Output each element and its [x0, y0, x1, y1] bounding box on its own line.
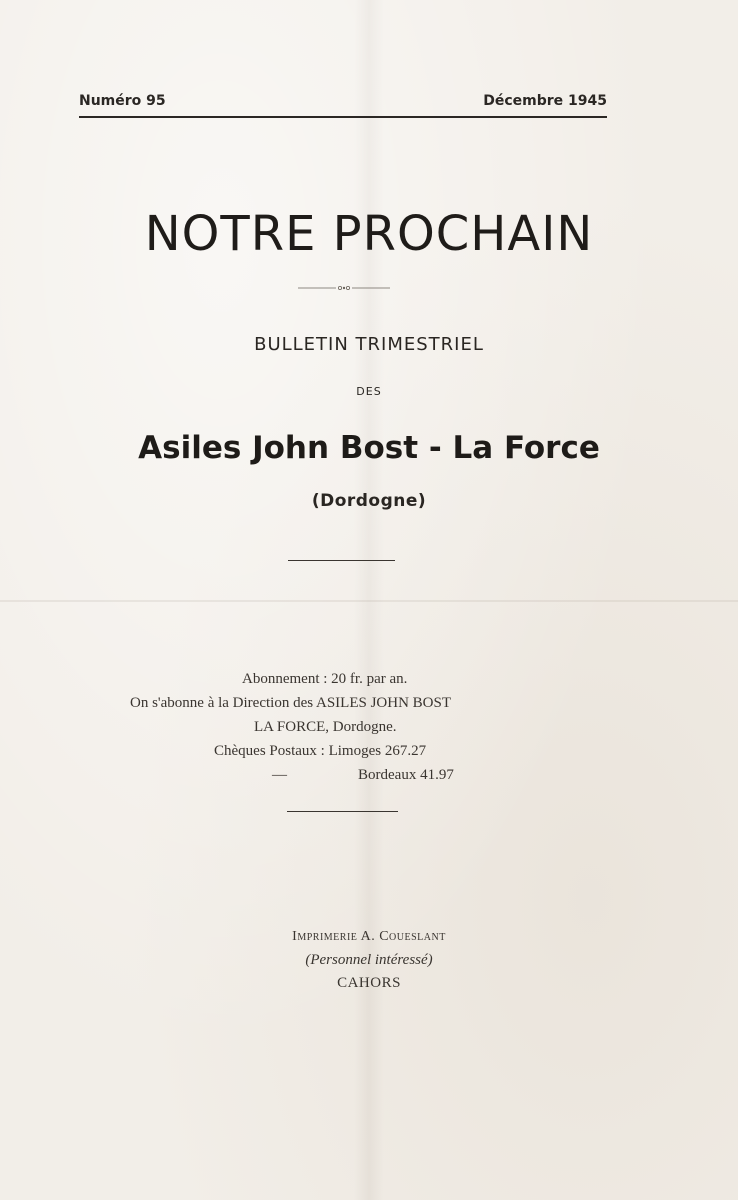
- subscription-line-price: Abonnement : 20 fr. par an.: [242, 671, 408, 687]
- region-label: (Dordogne): [311, 491, 427, 511]
- subscription-line-direction: On s'abonne à la Direction des ASILES JOHN BOST: [130, 695, 451, 711]
- section-rule-top: [288, 560, 395, 561]
- bulletin-subtitle: BULLETIN TRIMESTRIEL: [254, 334, 484, 355]
- subscription-dash: —: [272, 767, 287, 783]
- bulletin-title: NOTRE PROCHAIN: [144, 206, 594, 262]
- issue-date: Décembre 1945: [483, 93, 607, 109]
- header-rule: [79, 116, 607, 118]
- printer-city: CAHORS: [337, 975, 401, 991]
- printer-note: (Personnel intéressé): [305, 952, 433, 968]
- printer-name: Imprimerie A. Coueslant: [292, 929, 446, 944]
- section-rule-bottom: [287, 811, 398, 812]
- subscription-line-limoges: Chèques Postaux : Limoges 267.27: [214, 743, 427, 759]
- issue-number: Numéro 95: [79, 93, 166, 109]
- des-label: DES: [356, 385, 382, 398]
- subscription-line-bordeaux: Bordeaux 41.97: [358, 767, 454, 783]
- subscription-line-address: LA FORCE, Dordogne.: [254, 719, 397, 735]
- paper-fold-line: [0, 600, 738, 602]
- ornament-divider-icon: [298, 284, 390, 292]
- organization-name: Asiles John Bost - La Force: [138, 430, 600, 466]
- header-row: [79, 93, 607, 111]
